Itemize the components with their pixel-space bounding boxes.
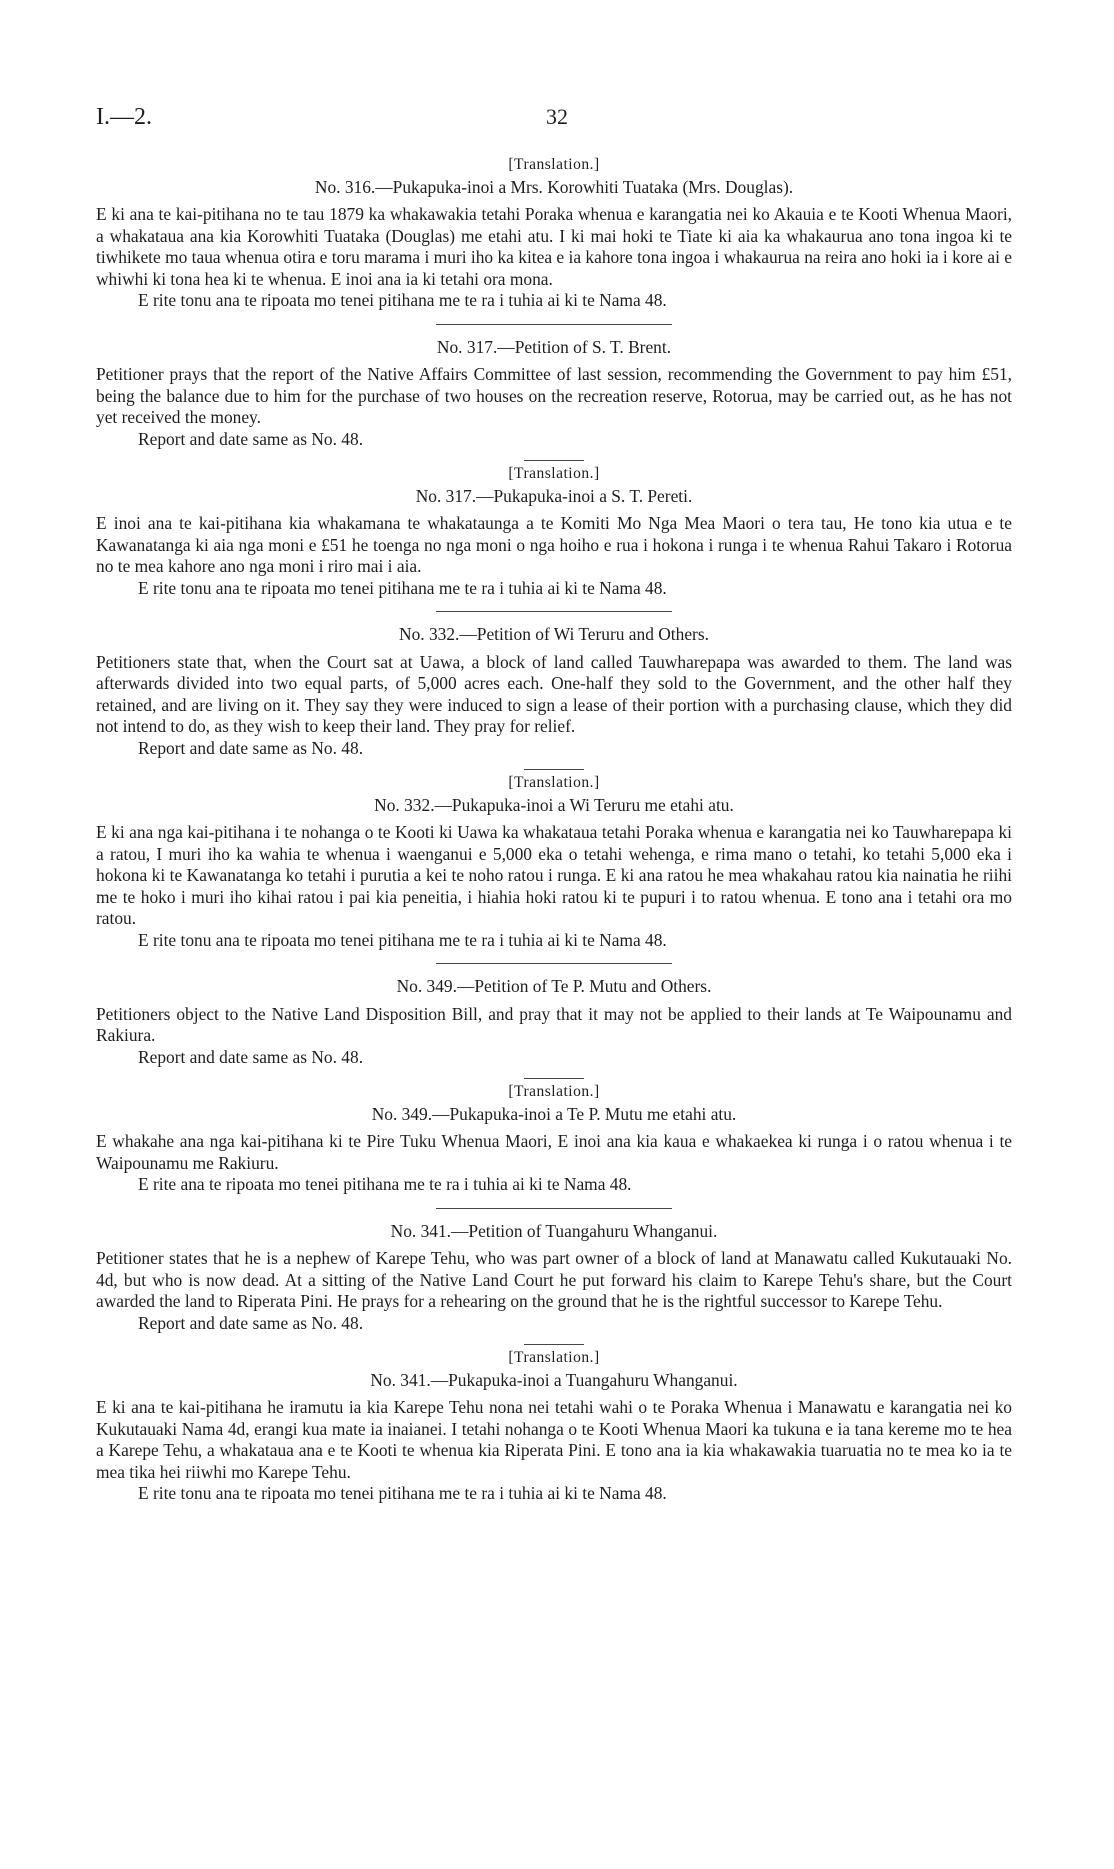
section-report: Report and date same as No. 48. <box>138 1312 364 1333</box>
section-body: Petitioner states that he is a nephew of Karepe Tehu, who was part owner of a block of land at Manawatu called Kukutauaki No. 4d, but who is now dead. At a sitting of the Native Land Court he put forward his claim to Karepe Tehu's share, but the Court awarded the land to Riperata Pini. He prays for a rehearing on the ground that he is the rightful successor to Karepe Tehu. <box>96 1248 1012 1311</box>
section-332-translation <box>96 772 1012 951</box>
section-body: E whakahe ana nga kai-pitihana ki te Pire Tuku Whenua Maori, E inoi ana kia kaua e whakaekea ki runga i o ratou whenua i te Waipounamu me Rakiuru. <box>96 1131 1012 1173</box>
section-heading: No. 341.—Pukapuka-inoi a Tuangahuru Whanganui. <box>370 1369 738 1390</box>
section-341-translation <box>96 1347 1012 1505</box>
section-heading: No. 332.—Petition of Wi Teruru and Others. <box>399 624 709 644</box>
section-report: Report and date same as No. 48. <box>138 737 364 758</box>
section-heading: No. 317.—Pukapuka-inoi a S. T. Pereti. <box>415 485 693 506</box>
translation-divider <box>524 1078 584 1079</box>
section-report: E rite tonu ana te ripoata mo tenei pitihana me te ra i tuhia ai ki te Nama 48. <box>138 929 667 950</box>
section-heading: No. 341.—Petition of Tuangahuru Whanganui. <box>390 1220 718 1241</box>
translation-label: [Translation.] <box>508 156 600 173</box>
translation-divider <box>524 769 584 770</box>
section-349-english <box>96 976 1012 1068</box>
section-divider <box>436 611 672 612</box>
section-349-translation <box>96 1081 1012 1196</box>
translation-divider <box>524 1344 584 1345</box>
section-report: E rite tonu ana te ripoata mo tenei pitihana me te ra i tuhia ai ki te Nama 48. <box>138 1483 667 1503</box>
section-divider <box>436 963 672 964</box>
page-header <box>96 104 1018 140</box>
section-report: Report and date same as No. 48. <box>138 428 364 449</box>
translation-label: [Translation.] <box>508 774 600 791</box>
section-body: E ki ana nga kai-pitihana i te nohanga o te Kooti ki Uawa ka whakataua tetahi Poraka whenua e karangatia nei ko Tauwharepapa ki a ratou, I muri iho ka wahia te whenua i waenganui e 5,000 eka o tetahi wehenga, e rima mano o tetahi, ko tetahi 5,000 eka i hokona ki te Kawanatanga ko tetahi i purutia a kei te noho ratou i runga. E ki ana ratou he mea whakahau ratou kia nainatia he riihi me te hoko i muri iho kihai ratou i pai kia peneitia, i hiahia hoki ratou ki te pupuri i to ratou whenua. E tono ana i tetahi ora mo ratou. <box>96 822 1012 928</box>
translation-label: [Translation.] <box>508 465 600 482</box>
section-body: E ki ana te kai-pitihana no te tau 1879 ka whakawakia tetahi Poraka whenua e karangatia nei ko Akauia e te Kooti Whenua Maori, a whakataua ana kia Korowhiti Tuataka (Douglas) me etahi atu. I ki mai hoki te Tiate ki aia ka whakaurua ano tona ingoa ki te tiwhikete mo taua whenua otira e toru marama i muri iho ka kitea e ia kahore tona ingoa i whakaurua na reira ano hoki ia i kore ai e whiwhi ki tona hea ki te whenua. E inoi ana ia ki tetahi ora mona. <box>96 204 1012 289</box>
translation-label: [Translation.] <box>508 1349 600 1366</box>
section-heading: No. 317.—Petition of S. T. Brent. <box>436 336 672 357</box>
translation-label: [Translation.] <box>508 1083 600 1100</box>
section-316-translation <box>96 154 1012 312</box>
section-divider <box>436 324 672 325</box>
section-341-english <box>96 1221 1012 1335</box>
section-body: Petitioner prays that the report of the Native Affairs Committee of last session, recommending the Government to pay him £51, being the balance due to him for the purchase of two houses on the recreation reserve, Rotorua, may be carried out, as he has not yet received the money. <box>96 364 1012 427</box>
paper-reference: I.—2. <box>96 104 152 130</box>
section-332-english <box>96 624 1012 759</box>
document-body <box>96 152 1012 1505</box>
section-body: E inoi ana te kai-pitihana kia whakamana te whakataunga a te Komiti Mo Nga Mea Maori o tera tau, He tono kia utua e te Kawanatanga ki aia nga moni e £51 he toenga no nga moni o nga hoiho e rua i hokona i runga i te whenua Rahui Takaro i Rotorua no te mea kahore ano nga moni i riro mai i aia. <box>96 513 1012 576</box>
section-heading: No. 349.—Pukapuka-inoi a Te P. Mutu me etahi atu. <box>371 1103 737 1124</box>
section-report: E rite ana te ripoata mo tenei pitihana me te ra i tuhia ai ki te Nama 48. <box>138 1174 632 1194</box>
section-report: E rite tonu ana te ripoata mo tenei pitihana me te ra i tuhia ai ki te Nama 48. <box>138 577 667 598</box>
page-number: 32 <box>546 104 568 129</box>
section-report: Report and date same as No. 48. <box>138 1046 364 1067</box>
section-heading: No. 349.—Petition of Te P. Mutu and Others. <box>396 976 712 996</box>
section-body: Petitioners state that, when the Court sat at Uawa, a block of land called Tauwharepapa was awarded to them. The land was afterwards divided into two equal parts, of 5,000 acres each. One-half they sold to the Government, and the other half they retained, and are living on it. They say they were induced to sign a lease of their portion with a purchasing clause, which they did not intend to do, as they wish to keep their land. They pray for relief. <box>96 651 1012 736</box>
section-heading: No. 316.—Pukapuka-inoi a Mrs. Korowhiti Tuataka (Mrs. Douglas). <box>314 176 794 197</box>
section-report: E rite tonu ana te ripoata mo tenei pitihana me te ra i tuhia ai ki te Nama 48. <box>138 290 667 310</box>
section-body: E ki ana te kai-pitihana he iramutu ia kia Karepe Tehu nona nei tetahi wahi o te Poraka Whenua i Manawatu e karangatia nei ko Kukutauaki Nama 4d, erangi kua mate ia inaianei. I tetahi nohanga o te Kooti Whenua Maori ka tukuna e ia tana kereme mo te hea a Karepe Tehu, a whakataua ana e te Kooti te whenua kia Riperata Pini. E tono ana ia kia whakawakia tuaruatia no te mea ko ia te mea tika hei riiwhi mo Karepe Tehu. <box>96 1397 1012 1482</box>
translation-divider <box>524 460 584 461</box>
section-divider <box>436 1208 672 1209</box>
section-body: Petitioners object to the Native Land Disposition Bill, and pray that it may not be applied to their lands at Te Waipounamu and Rakiura. <box>96 1003 1012 1045</box>
section-317-english <box>96 337 1012 451</box>
section-317-translation <box>96 463 1012 599</box>
section-heading: No. 332.—Pukapuka-inoi a Wi Teruru me etahi atu. <box>374 794 734 815</box>
